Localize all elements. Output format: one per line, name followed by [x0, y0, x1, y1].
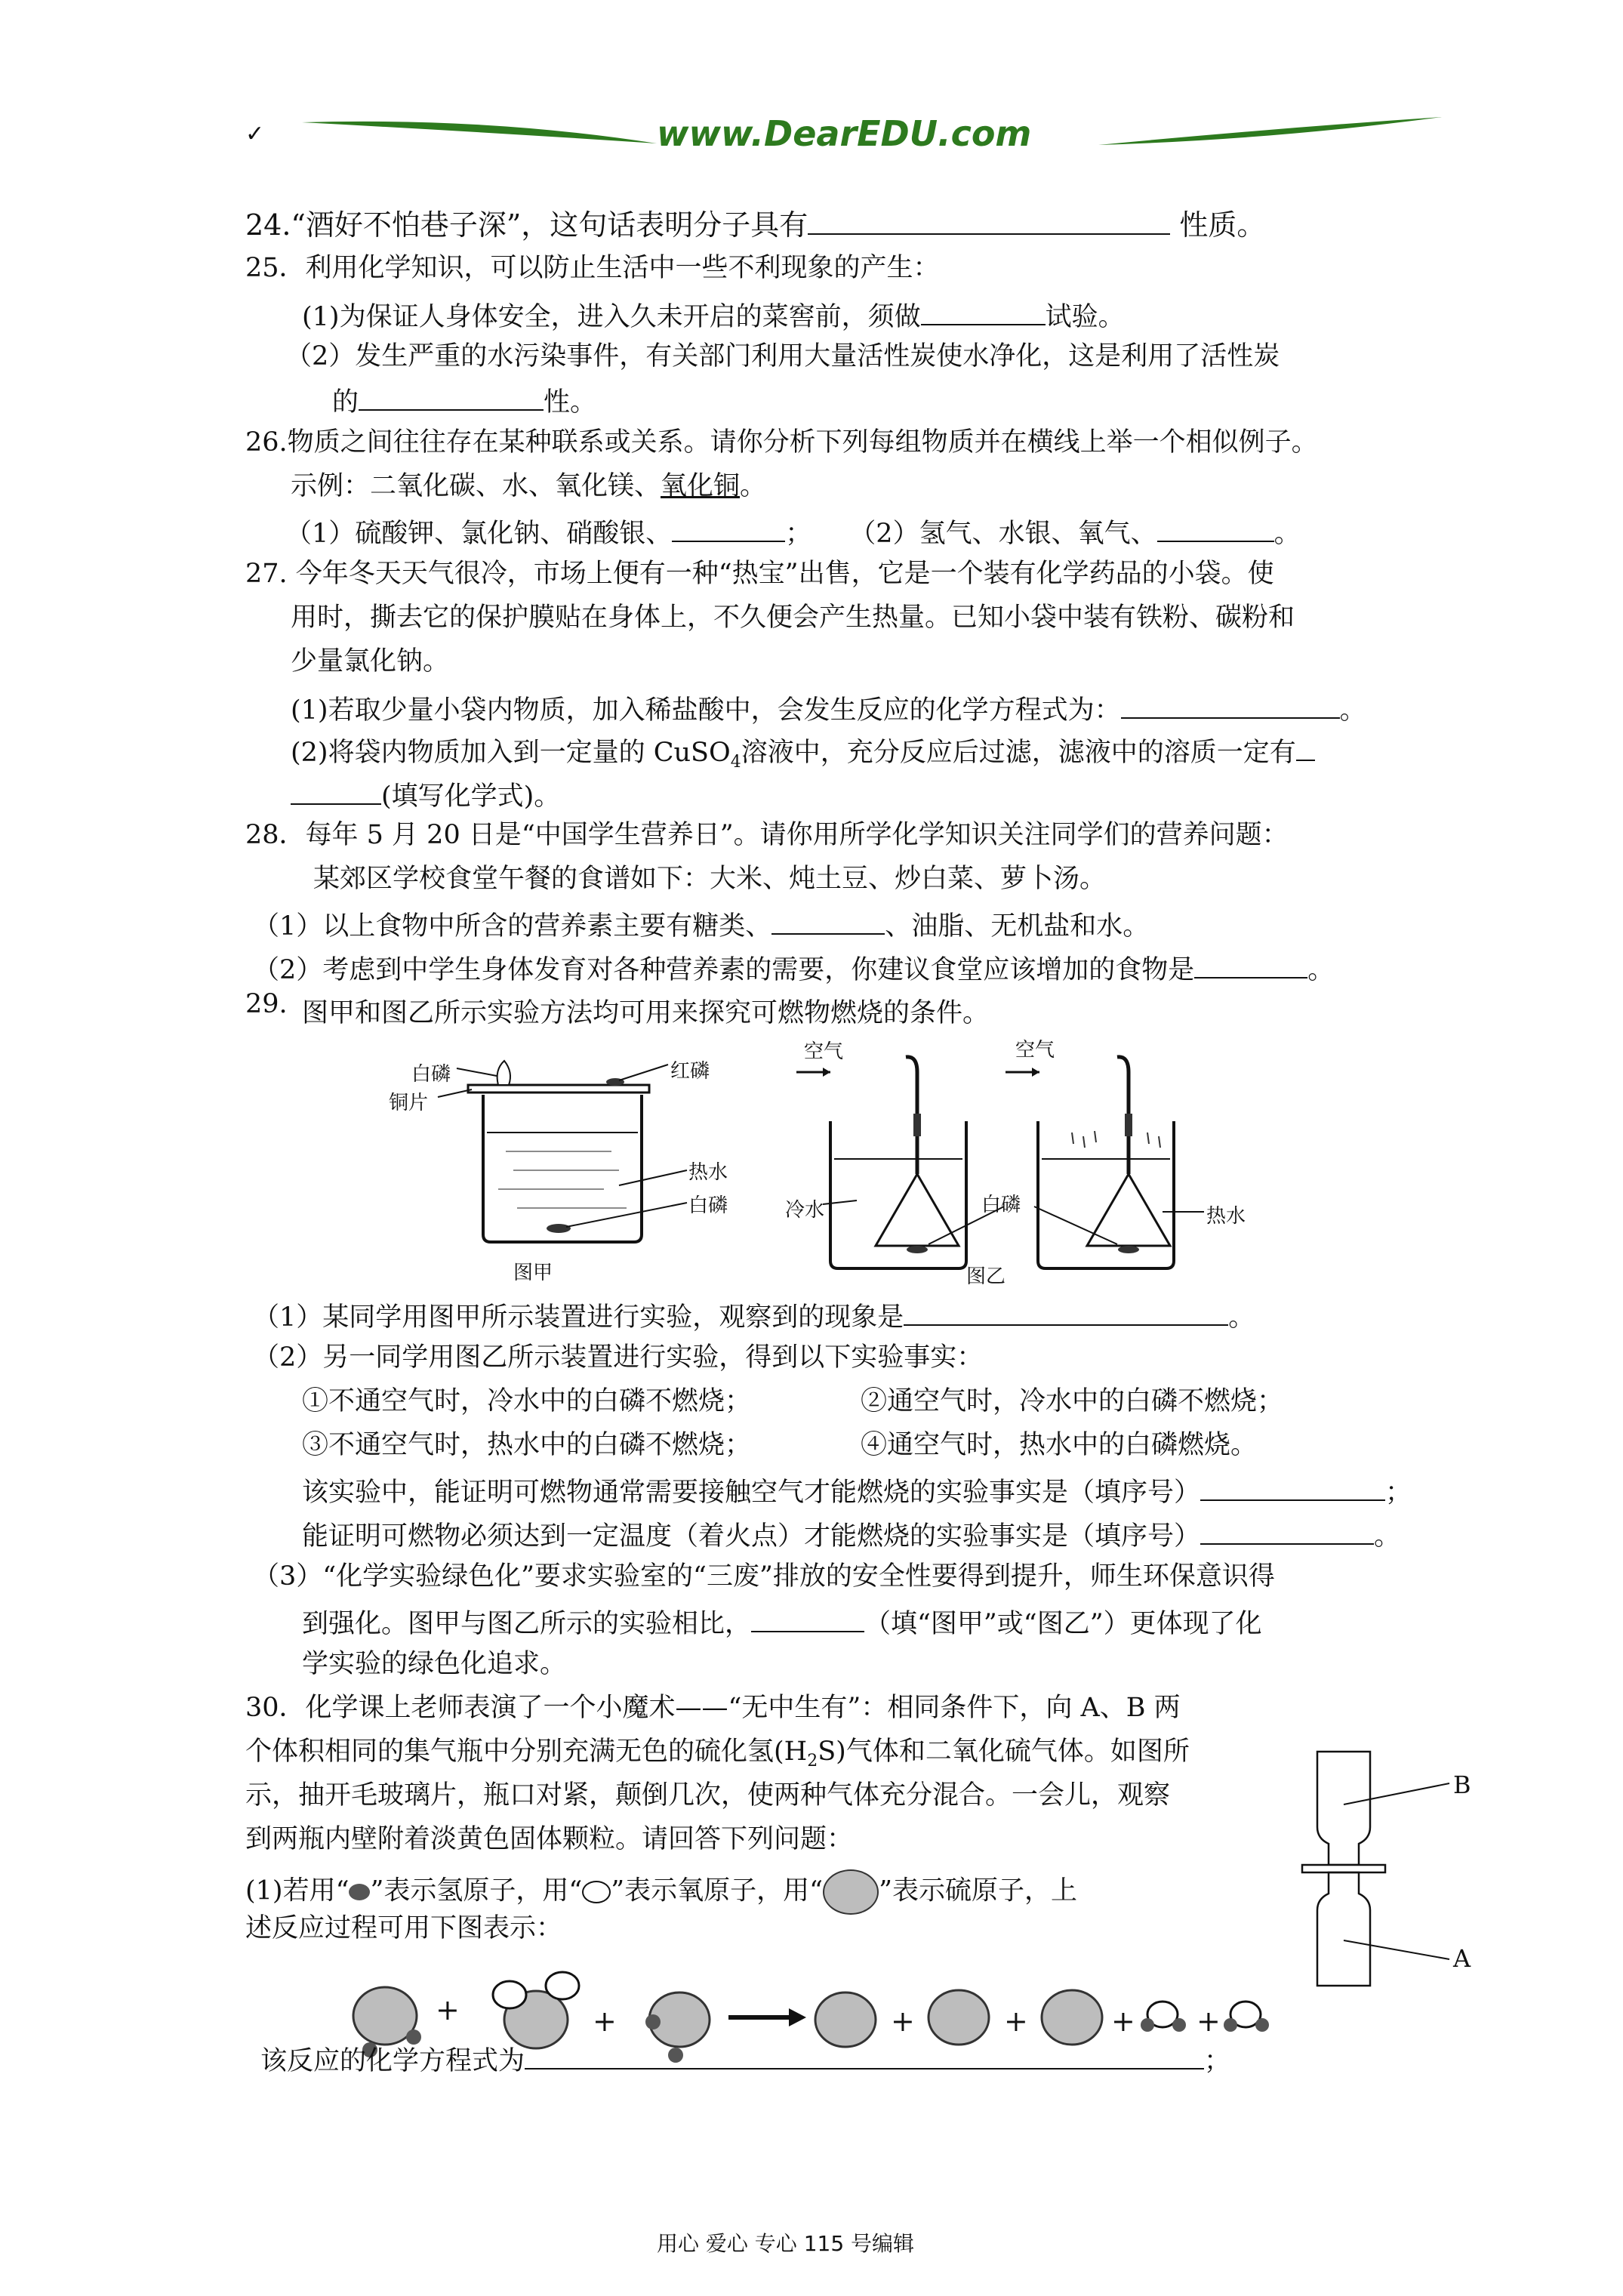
q28-stem: 28．每年 5 月 20 日是“中国学生营养日”。请你用所学化学知识关注同学们的营养问题：: [245, 820, 1289, 850]
fig-yi-white-p: 白磷: [981, 1194, 1021, 1216]
q25-p2-blank[interactable]: [359, 384, 544, 411]
q27-p2: (2)将袋内物质加入到一定量的 CuSO$_4$溶液中，充分反应后过滤，滤液中的溶质一定有: [291, 734, 1315, 778]
plus-sign-2: +: [593, 2005, 617, 2038]
q29-ask-1: 该实验中，能证明可燃物通常需要接触空气才能燃烧的实验事实是（填序号） ；: [302, 1474, 1412, 1508]
q27-p1: (1)若取少量小袋内物质，加入稀盐酸中，会发生反应的化学方程式为： 。: [291, 692, 1366, 726]
q26-stem: 26.物质之间往往存在某种联系或关系。请你分析下列每组物质并在横线上举一个相似例子。: [245, 427, 1318, 458]
plus-sign-1: +: [436, 1993, 460, 2026]
q27-stem-1: 27. 今年冬天天气很冷，市场上便有一种“热宝”出售，它是一个装有化学药品的小袋。使: [245, 559, 1274, 589]
figure-yi: [785, 1042, 1253, 1291]
q29-fact-4: ④通空气时，热水中的白磷燃烧。: [861, 1430, 1258, 1460]
q24-answer-blank[interactable]: [808, 208, 1170, 235]
q27-stem-2: 用时，撕去它的保护膜贴在身体上，不久便会产生热量。已知小袋中装有铁粉、碳粉和: [291, 603, 1295, 633]
plus-sign-4: +: [1004, 2005, 1028, 2038]
q24-text-end: 性质。: [1179, 208, 1266, 242]
q25-p1-blank[interactable]: [921, 298, 1046, 325]
q29-fact-3: ③不通空气时，热水中的白磷不燃烧；: [302, 1430, 752, 1460]
q29-p3: （3）“化学实验绿色化”要求实验室的“三废”排放的安全性要得到提升，师生环保意识得: [253, 1561, 1275, 1592]
q27-p2-cont: (填写化学式)。: [291, 778, 560, 812]
fig-jia-white-p2: 白磷: [688, 1194, 728, 1217]
q24-text: 24.“酒好不怕巷子深”，这句话表明分子具有: [245, 208, 808, 242]
header-site-url: www.DearEDU.com: [657, 113, 1032, 154]
q28-p2: （2）考虑到中学生身体发育对各种营养素的需要，你建议食堂应该增加的食物是 。: [253, 951, 1334, 985]
q29-fact-2: ②通空气时，冷水中的白磷不燃烧；: [861, 1386, 1284, 1416]
q29-p1-blank[interactable]: [904, 1299, 1228, 1326]
q30-line-6: 述反应过程可用下图表示：: [245, 1913, 563, 1943]
fig-yi-hot-water: 热水: [1206, 1205, 1246, 1228]
q26-items: （1）硫酸钾、氯化钠、硝酸银、 ； （2）氢气、水银、氧气、 。: [285, 515, 1301, 549]
hydrogen-atom-icon: [349, 1884, 370, 1900]
q26-example: 示例：二氧化碳、水、氧化镁、氧化铜。: [291, 471, 767, 501]
fig-jia-caption: 图甲: [513, 1262, 553, 1284]
q27-p1-blank[interactable]: [1121, 692, 1340, 719]
q30-line-2: 个体积相同的集气瓶中分别充满无色的硫化氢$(H_2S)$气体和二氧化硫气体。如图所: [245, 1737, 1190, 1771]
q29-p3-cont: 到强化。图甲与图乙所示的实验相比， （填“图甲”或“图乙”）更体现了化: [302, 1605, 1262, 1639]
q25-p2: （2）发生严重的水污染事件，有关部门利用大量活性炭使水净化，这是利用了活性炭: [285, 341, 1280, 371]
oxygen-atom-icon: [582, 1881, 611, 1903]
q28-p1: （1）以上食物中所含的营养素主要有糖类、 、油脂、无机盐和水。: [253, 908, 1149, 942]
q24-line: [245, 208, 1265, 240]
q25-p1: (1)为保证人身体安全，进入久未开启的菜窖前，须做 试验。: [302, 298, 1125, 332]
q30-equation-blank[interactable]: [525, 2042, 1204, 2069]
q30-line-4: 到两瓶内壁附着淡黄色固体颗粒。请回答下列问题：: [245, 1824, 854, 1854]
q29-number: 29.: [245, 989, 288, 1019]
fig-yi-air-left: 空气: [804, 1040, 844, 1063]
q29-fact-1: ①不通空气时，冷水中的白磷不燃烧；: [302, 1386, 752, 1416]
q28-menu: 某郊区学校食堂午餐的食谱如下：大米、炖土豆、炒白菜、萝卜汤。: [313, 864, 1107, 894]
q29-p1: （1）某同学用图甲所示装置进行实验，观察到的现象是 。: [253, 1299, 1255, 1333]
q29-ask1-blank[interactable]: [1200, 1474, 1385, 1501]
plus-sign-3: +: [891, 2005, 915, 2038]
q29-stem: 图甲和图乙所示实验方法均可用来探究可燃物燃烧的条件。: [302, 998, 990, 1028]
header-check-mark: ✓: [245, 121, 265, 147]
q25-p2-cont: 的 性。: [332, 384, 596, 418]
bottle-a-label: A: [1453, 1944, 1471, 1973]
plus-sign-6: +: [1196, 2005, 1221, 2038]
q26-p2-blank[interactable]: [1157, 515, 1274, 542]
q27-stem-3: 少量氯化钠。: [291, 646, 450, 676]
fig-yi-caption: 图乙: [966, 1265, 1006, 1288]
q29-ask-2: 能证明可燃物必须达到一定温度（着火点）才能燃烧的实验事实是（填序号） 。: [302, 1518, 1400, 1552]
q29-p3-end: 学实验的绿色化追求。: [302, 1649, 567, 1679]
fig-jia-hot-water: 热水: [688, 1161, 728, 1184]
q29-p3-blank[interactable]: [751, 1605, 864, 1632]
fig-jia-white-p: 白磷: [411, 1063, 451, 1086]
q29-ask2-blank[interactable]: [1200, 1518, 1374, 1545]
q26-example-answer: 氧化铜: [661, 471, 741, 501]
q29-p2: （2）另一同学用图乙所示装置进行实验，得到以下实验事实：: [253, 1342, 984, 1373]
fig-jia-copper: 铜片: [389, 1092, 429, 1114]
q30-equation: 该反应的化学方程式为 ；: [260, 2042, 1230, 2076]
fig-yi-cold-water: 冷水: [785, 1199, 825, 1222]
sulfur-atom-icon: [823, 1869, 879, 1915]
q25-stem: 25．利用化学知识，可以防止生活中一些不利现象的产生：: [245, 253, 940, 283]
q30-line-3: 示，抽开毛玻璃片，瓶口对紧，颠倒几次，使两种气体充分混合。一会儿，观察: [245, 1780, 1171, 1811]
plus-sign-5: +: [1111, 2005, 1135, 2038]
q28-p2-blank[interactable]: [1194, 951, 1307, 978]
fig-yi-air-right: 空气: [1015, 1039, 1055, 1062]
bottle-b-label: B: [1453, 1771, 1471, 1799]
q28-p1-blank[interactable]: [771, 908, 885, 935]
header-swoosh-left: [298, 113, 661, 151]
q27-p2-blank[interactable]: [291, 778, 381, 805]
q26-p1-blank[interactable]: [672, 515, 785, 542]
q30-line-5: (1)若用“ ”表示氢原子，用“ ”表示氧原子，用“ ”表示硫原子，上: [245, 1869, 1077, 1915]
q30-line-1: 30．化学课上老师表演了一个小魔术——“无中生有”：相同条件下，向 A、B 两: [245, 1693, 1181, 1723]
fig-jia-red-p: 红磷: [670, 1060, 710, 1083]
page-footer: 用心 爱心 专心 115 号编辑: [657, 2231, 915, 2256]
